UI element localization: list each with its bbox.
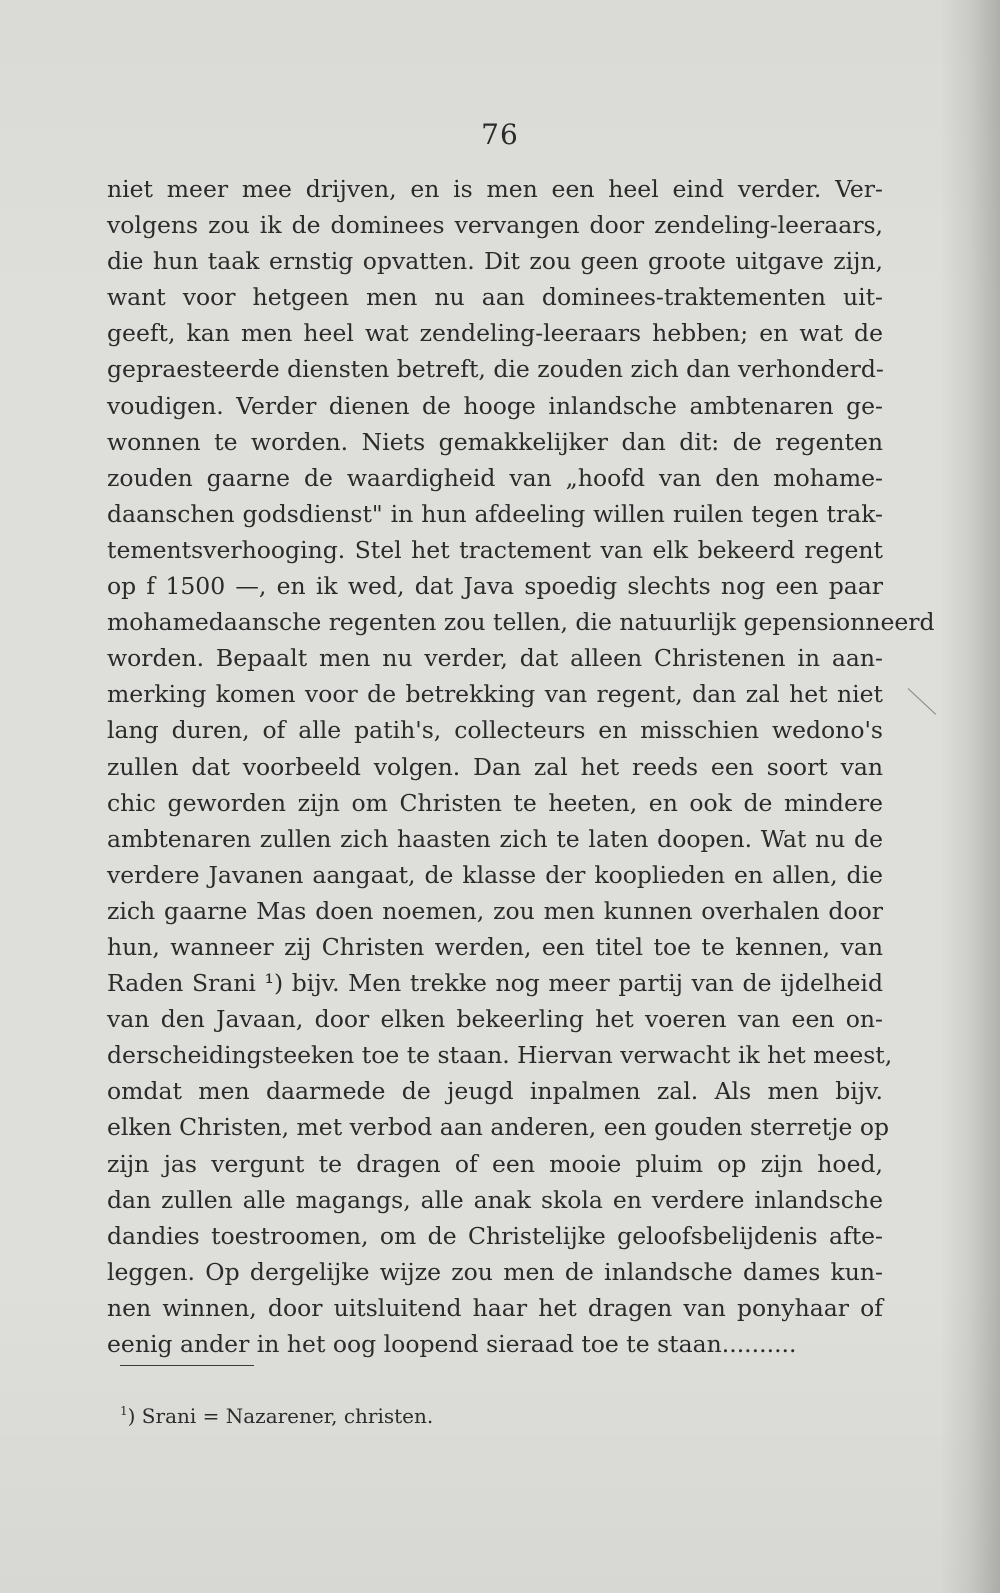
footnote	[120, 1398, 433, 1429]
text-line: Raden Srani ¹) bijv. Men trekke nog meer partij van de ijdelheid	[107, 969, 883, 998]
text-line: omdat men daarmede de jeugd inpalmen zal. Als men bijv.	[107, 1077, 883, 1106]
text-line: nen winnen, door uitsluitend haar het dragen van ponyhaar of	[107, 1293, 883, 1322]
text-line: die hun taak ernstig opvatten. Dit zou geen groote uitgave zijn,	[107, 247, 883, 276]
paper-scratch-mark	[908, 688, 936, 715]
text-line: niet meer mee drijven, en is men een heel eind verder. Ver-	[107, 175, 883, 203]
text-line: zijn jas vergunt te dragen of een mooie pluim op zijn hoed,	[107, 1149, 883, 1178]
text-line: daanschen godsdienst" in hun afdeeling willen ruilen tegen trak-	[107, 499, 883, 528]
text-line: zullen dat voorbeeld volgen. Dan zal het reeds een soort van	[107, 752, 883, 781]
text-line: wonnen te worden. Niets gemakkelijker dan dit: de regenten	[107, 427, 883, 456]
text-line: zouden gaarne de waardigheid van „hoofd van den mohame-	[107, 463, 883, 492]
text-line: volgens zou ik de dominees vervangen door zendeling-leeraars,	[107, 211, 883, 240]
text-line: dan zullen alle magangs, alle anak skola en verdere inlandsche	[107, 1185, 883, 1214]
footnote-divider	[120, 1365, 254, 1366]
text-line: want voor hetgeen men nu aan dominees-traktementen uit-	[107, 283, 883, 312]
text-line: derscheidingsteeken toe te staan. Hiervan verwacht ik het meest,	[107, 1041, 893, 1070]
text-line: van den Javaan, door elken bekeerling het voeren van een on-	[107, 1005, 883, 1034]
text-line: merking komen voor de betrekking van regent, dan zal het niet	[107, 680, 883, 709]
text-line: geeft, kan men heel wat zendeling-leeraars hebben; en wat de	[107, 319, 883, 348]
text-line: elken Christen, met verbod aan anderen, een gouden sterretje op	[107, 1113, 890, 1142]
text-line: verdere Javanen aangaat, de klasse der kooplieden en allen, die	[107, 860, 883, 889]
text-line-last: eenig ander in het oog loopend sieraad toe te staan..........	[107, 1330, 797, 1358]
text-line: hun, wanneer zij Christen werden, een titel toe te kennen, van	[107, 932, 883, 961]
text-line: zich gaarne Mas doen noemen, zou men kunnen overhalen door	[107, 896, 883, 925]
text-line: mohamedaansche regenten zou tellen, die natuurlijk gepensionneerd	[107, 608, 935, 637]
text-line: ambtenaren zullen zich haasten zich te laten doopen. Wat nu de	[107, 824, 883, 853]
text-line: op f 1500 —, en ik wed, dat Java spoedig slechts nog een paar	[107, 572, 883, 601]
text-line: leggen. Op dergelijke wijze zou men de inlandsche dames kun-	[107, 1257, 883, 1286]
text-line: gepraesteerde diensten betreft, die zouden zich dan verhonderd-	[107, 355, 884, 384]
footnote-marker: 1	[120, 1404, 128, 1418]
text-line: chic geworden zijn om Christen te heeten, en ook de mindere	[107, 788, 883, 817]
footnote-text: ) Srani = Nazarener, christen.	[127, 1404, 434, 1428]
text-line: lang duren, of alle patih's, collecteurs en misschien wedono's	[107, 716, 883, 745]
page-number: 76	[481, 118, 519, 151]
text-line: worden. Bepaalt men nu verder, dat alleen Christenen in aan-	[107, 644, 883, 673]
body-paragraph	[107, 171, 935, 1362]
text-line: dandies toestroomen, om de Christelijke geloofsbelijdenis afte-	[107, 1221, 883, 1250]
text-line: tementsverhooging. Stel het tractement van elk bekeerd regent	[107, 535, 883, 564]
text-line: voudigen. Verder dienen de hooge inlandsche ambtenaren ge-	[107, 391, 883, 420]
